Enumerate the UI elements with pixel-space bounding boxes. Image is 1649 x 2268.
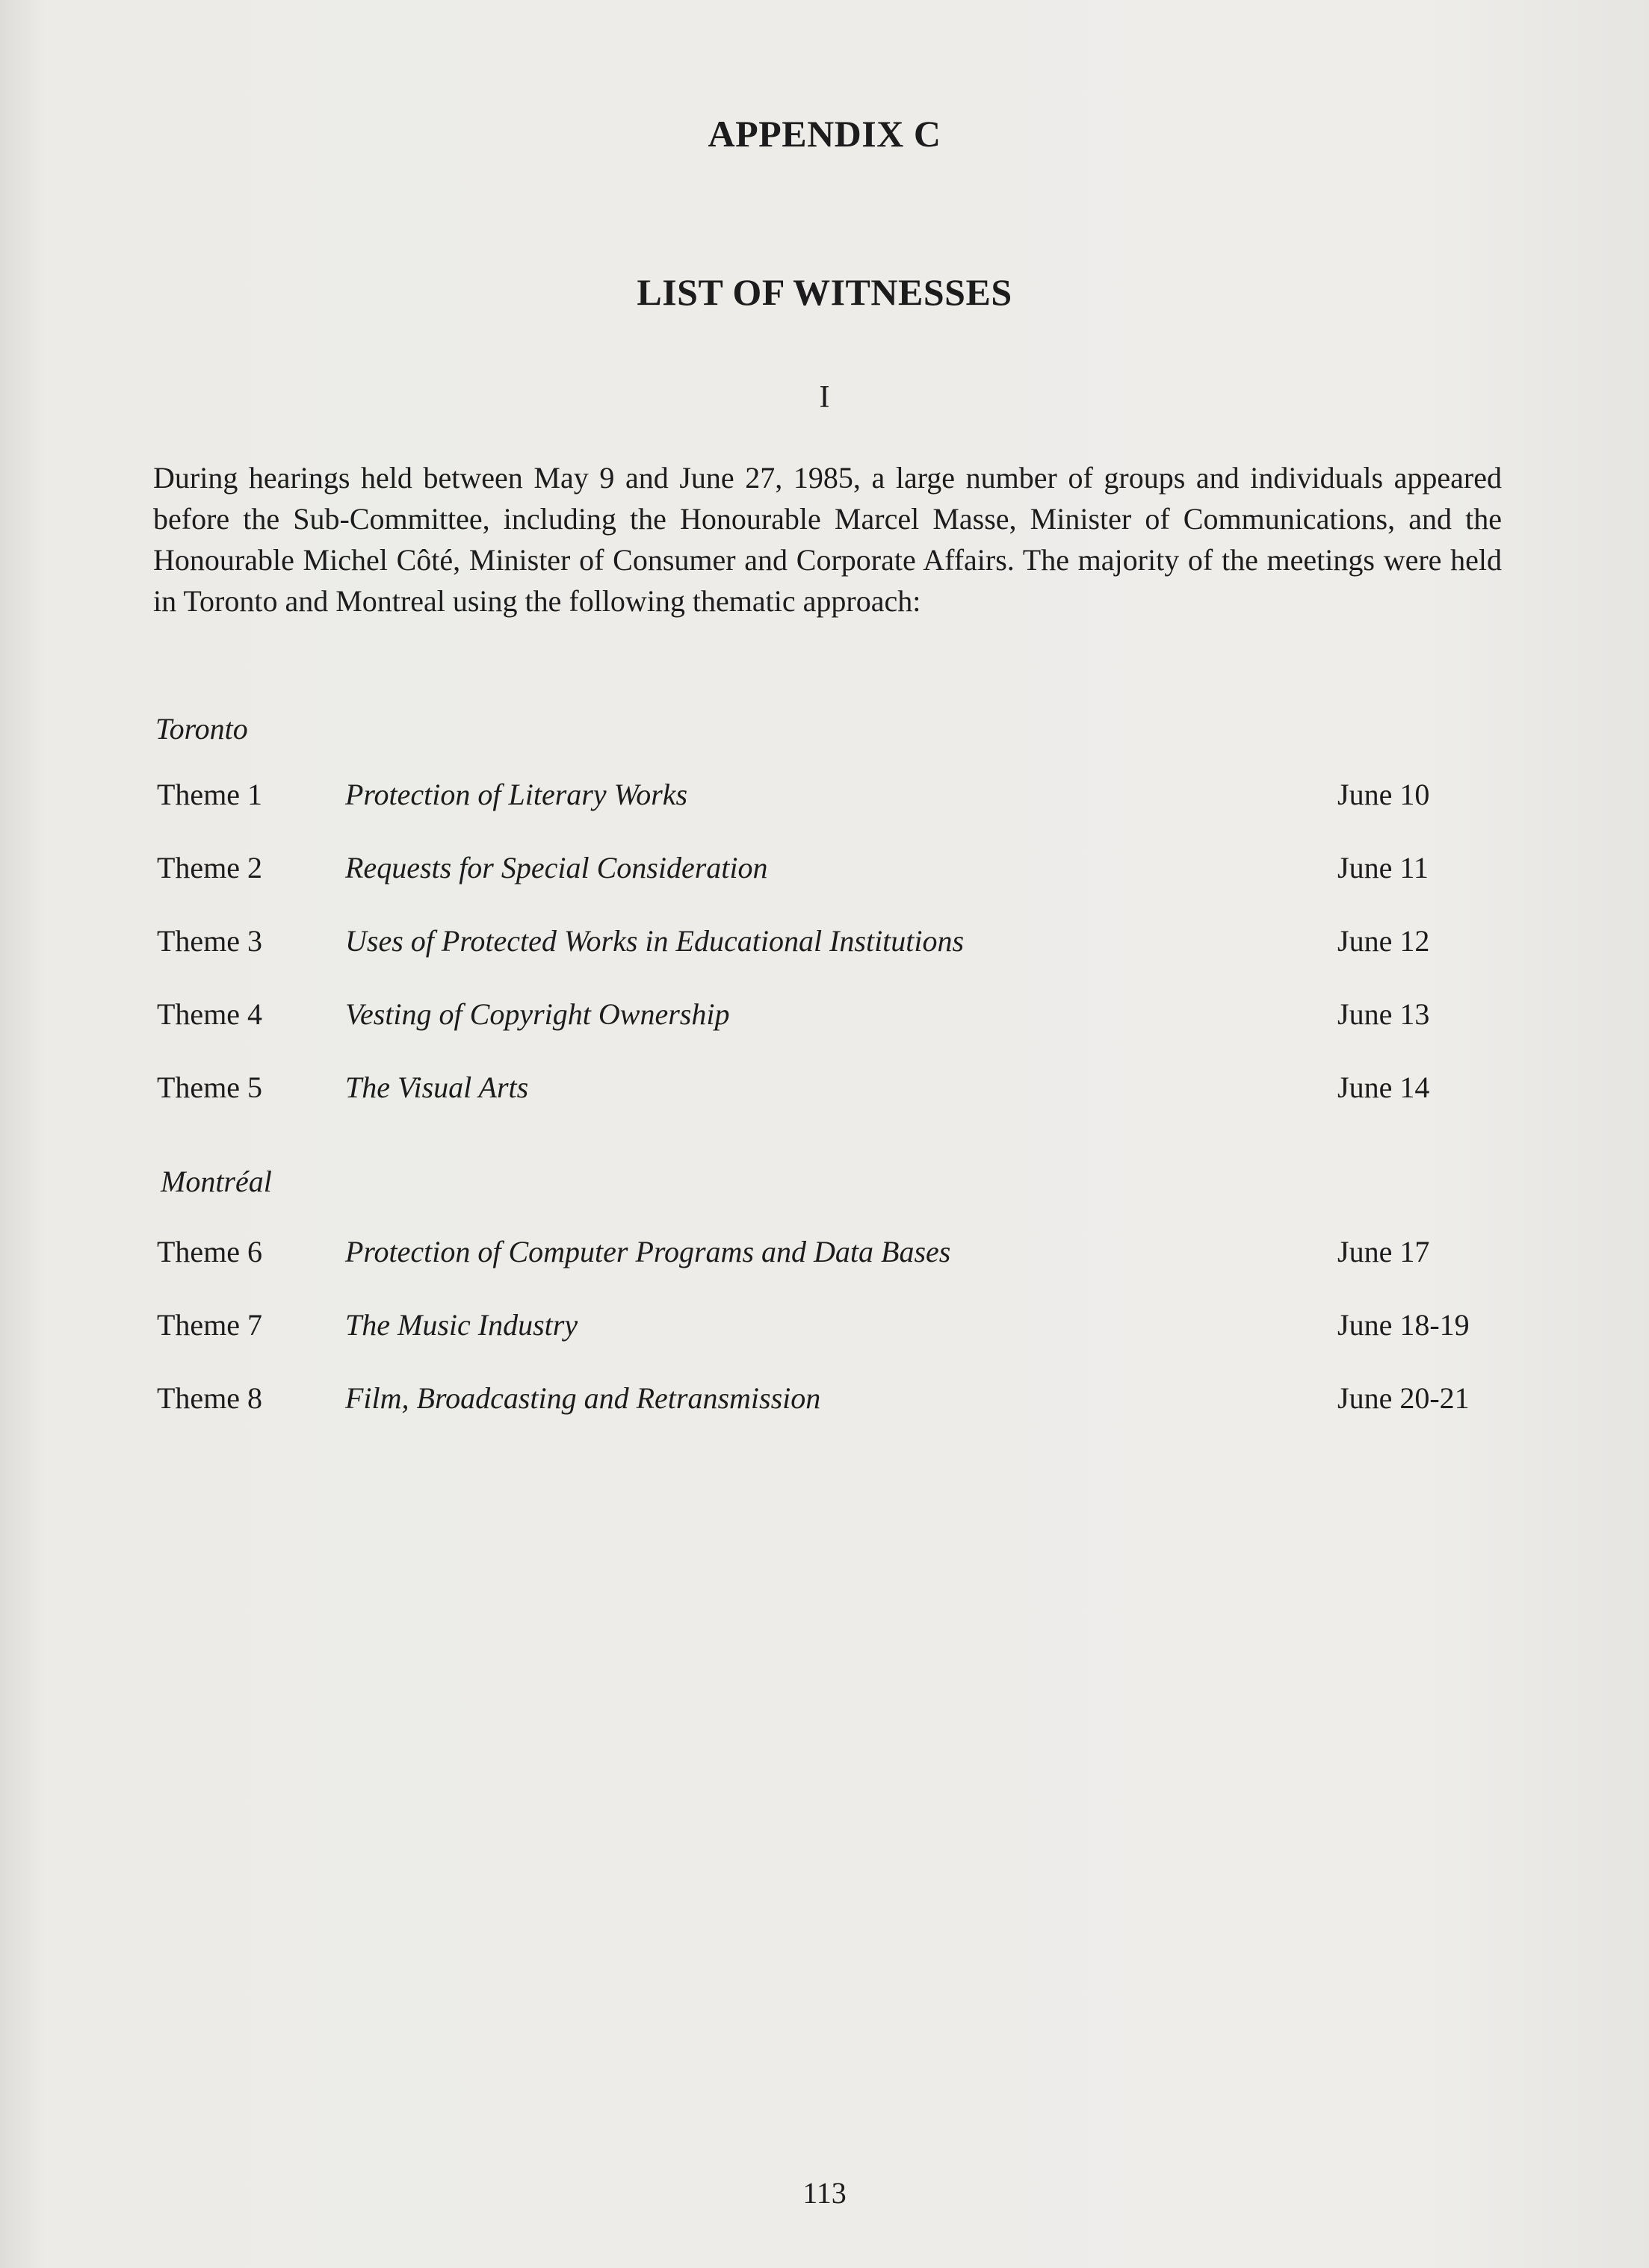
- theme-title: The Visual Arts: [345, 1071, 529, 1104]
- theme-label: Theme 1: [157, 778, 263, 811]
- section-number: I: [819, 380, 830, 415]
- theme-label: Theme 7: [157, 1308, 263, 1342]
- theme-date: June 12: [1337, 924, 1430, 958]
- theme-title: Protection of Literary Works: [345, 778, 688, 811]
- theme-row: [0, 1381, 1649, 1425]
- theme-date: June 17: [1337, 1235, 1430, 1268]
- theme-row: [0, 1307, 1649, 1352]
- theme-date: June 18-19: [1337, 1308, 1470, 1342]
- appendix-title: APPENDIX C: [708, 113, 941, 155]
- theme-title: Film, Broadcasting and Retransmission: [345, 1381, 821, 1415]
- list-of-witnesses-title: LIST OF WITNESSES: [637, 271, 1012, 313]
- theme-date: June 10: [1337, 778, 1430, 811]
- intro-paragraph: During hearings held between May 9 and June 27, 1985, a large number of groups and individuals appeared before the Sub-Committee, including the Honourable Marcel Masse, Minister of Communications, and the Honourable Michel Côté, Minister of Consumer and Corporate Affairs. The majority of the meetings were held in Toronto and Montreal using the following thematic approach:: [153, 461, 1502, 618]
- theme-title: Uses of Protected Works in Educational Institutions: [345, 924, 965, 958]
- theme-label: Theme 3: [157, 924, 263, 958]
- theme-label: Theme 6: [157, 1235, 263, 1268]
- theme-date: June 13: [1337, 997, 1430, 1031]
- theme-label: Theme 4: [157, 997, 263, 1031]
- city-heading-montreal: Montréal: [161, 1165, 272, 1198]
- theme-title: Protection of Computer Programs and Data Bases: [345, 1235, 951, 1268]
- theme-title: The Music Industry: [345, 1308, 578, 1342]
- page-number: 113: [802, 2176, 847, 2210]
- theme-row: [0, 850, 1649, 895]
- theme-date: June 11: [1337, 851, 1429, 884]
- theme-title: Vesting of Copyright Ownership: [345, 997, 730, 1031]
- theme-label: Theme 8: [157, 1381, 263, 1415]
- theme-label: Theme 5: [157, 1071, 263, 1104]
- theme-label: Theme 2: [157, 851, 263, 884]
- theme-row: [0, 777, 1649, 822]
- theme-date: June 14: [1337, 1071, 1430, 1104]
- city-heading-toronto: Toronto: [155, 712, 248, 746]
- theme-row: [0, 1070, 1649, 1115]
- theme-title: Requests for Special Consideration: [345, 851, 768, 884]
- theme-row: [0, 1234, 1649, 1279]
- theme-date: June 20-21: [1337, 1381, 1470, 1415]
- theme-row: [0, 997, 1649, 1041]
- theme-row: [0, 923, 1649, 968]
